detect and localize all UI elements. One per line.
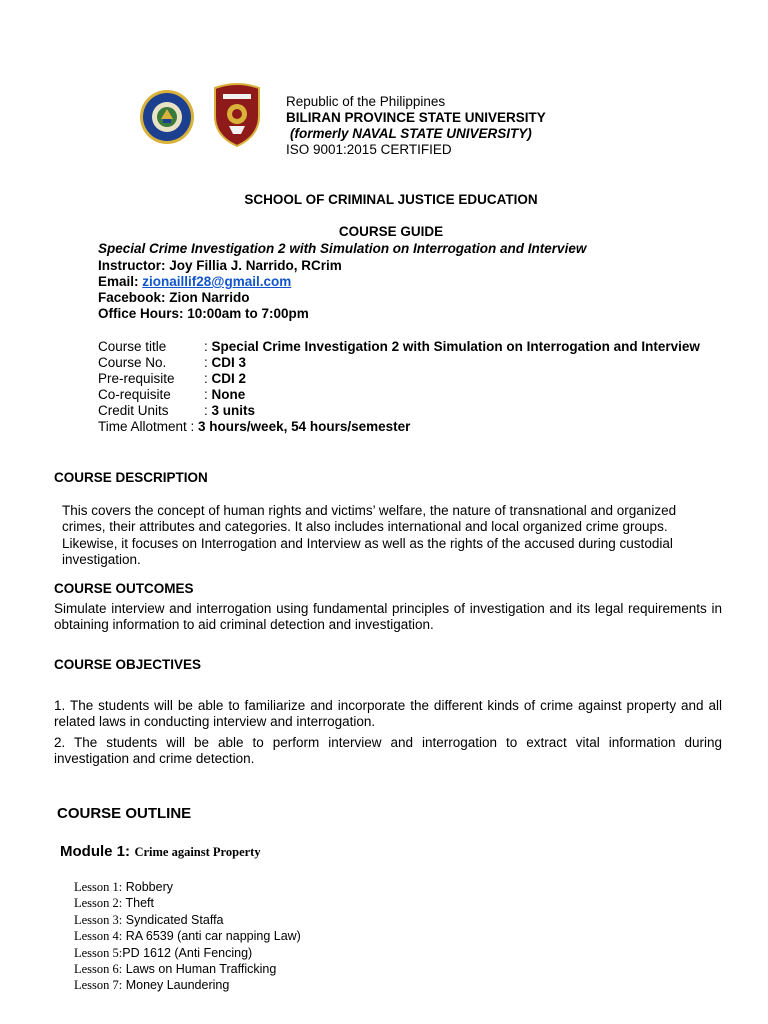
module-title: Crime against Property bbox=[134, 845, 261, 859]
course-objectives-heading: COURSE OBJECTIVES bbox=[54, 657, 202, 672]
lesson-list bbox=[74, 879, 301, 994]
header-formerly: (formerly NAVAL STATE UNIVERSITY) bbox=[290, 126, 532, 141]
email-link[interactable]: zionaillif28@gmail.com bbox=[142, 274, 292, 289]
header-country: Republic of the Philippines bbox=[286, 94, 446, 109]
course-outcomes-text: Simulate interview and interrogation using fundamental principles of investigation and its legal requirements in obtaining information to aid criminal detection and investigation. bbox=[54, 601, 722, 633]
detail-row: Co-requisite : None bbox=[98, 387, 246, 402]
course-details bbox=[98, 339, 700, 435]
header-university: BILIRAN PROVINCE STATE UNIVERSITY bbox=[286, 110, 546, 125]
detail-row: Course title : Special Crime Investigation 2 with Simulation on Interrogation and Interview bbox=[98, 339, 700, 354]
course-guide-subtitle: Special Crime Investigation 2 with Simulation on Interrogation and Interview bbox=[98, 241, 587, 256]
detail-row: Time Allotment : 3 hours/week, 54 hours/semester bbox=[98, 419, 411, 434]
course-description-heading: COURSE DESCRIPTION bbox=[54, 470, 208, 485]
module-label: Module 1: bbox=[60, 843, 130, 860]
list-item: Lesson 3: Syndicated Staffa bbox=[74, 912, 224, 927]
course-description-text: This covers the concept of human rights and victims’ welfare, the nature of transnational and organized crimes, their attributes and categories. It also includes international and local organized crime groups. Likewise, it focuses on Interrogation and Interview as well as the rights of the accused during custodial investigation. bbox=[62, 503, 677, 567]
objective-item: 1. The students will be able to familiarize and incorporate the different kinds of crime against property and all related laws in conducting interview and interrogation. bbox=[54, 698, 722, 730]
office-hours: Office Hours: 10:00am to 7:00pm bbox=[98, 306, 309, 321]
header-certification: ISO 9001:2015 CERTIFIED bbox=[286, 142, 452, 157]
course-guide-title: COURSE GUIDE bbox=[338, 224, 444, 239]
list-item: Lesson 5:PD 1612 (Anti Fencing) bbox=[74, 945, 253, 960]
detail-row: Course No. : CDI 3 bbox=[98, 355, 247, 370]
school-name: SCHOOL OF CRIMINAL JUSTICE EDUCATION bbox=[244, 192, 538, 207]
module-heading bbox=[60, 843, 261, 861]
email-line bbox=[98, 274, 291, 290]
course-outline-heading: COURSE OUTLINE bbox=[57, 805, 192, 822]
list-item: Lesson 2: Theft bbox=[74, 896, 154, 911]
list-item: Lesson 7: Money Laundering bbox=[74, 978, 230, 993]
instructor: Instructor: Joy Fillia J. Narrido, RCrim bbox=[98, 258, 342, 273]
objective-item: 2. The students will be able to perform interview and interrogation to extract vital information during investigation and crime detection. bbox=[54, 735, 722, 767]
course-outcomes-heading: COURSE OUTCOMES bbox=[54, 581, 194, 596]
email-label: Email: bbox=[98, 274, 143, 289]
list-item: Lesson 1: Robbery bbox=[74, 880, 173, 894]
list-item: Lesson 6: Laws on Human Trafficking bbox=[74, 962, 277, 977]
criminology-shield-icon bbox=[211, 82, 263, 148]
detail-row: Pre-requisite : CDI 2 bbox=[98, 371, 247, 386]
detail-row: Credit Units : 3 units bbox=[98, 403, 256, 418]
list-item: Lesson 4: RA 6539 (anti car napping Law) bbox=[74, 929, 301, 944]
university-seal-icon bbox=[139, 89, 195, 145]
facebook: Facebook: Zion Narrido bbox=[98, 290, 250, 305]
